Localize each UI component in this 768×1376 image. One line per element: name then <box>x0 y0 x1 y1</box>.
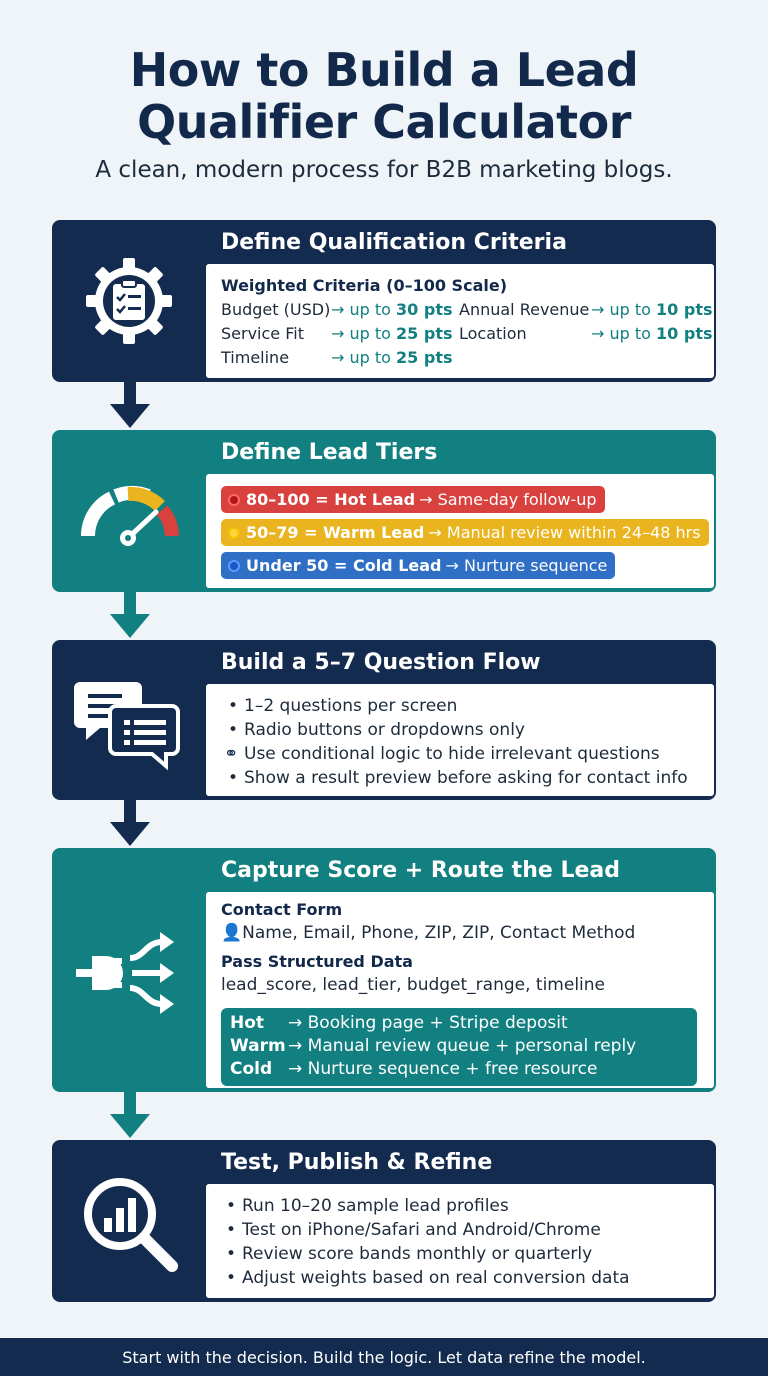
criterion-budget: Budget (USD) → up to 30 pts <box>221 300 453 319</box>
page-title: How to Build a Lead Qualifier Calculator <box>129 43 639 149</box>
criterion-location: Location → up to 10 pts <box>459 324 713 343</box>
step-title: Define Qualification Criteria <box>221 230 567 255</box>
list-item: • Radio buttons or dropdowns only <box>228 720 525 740</box>
gauge-icon <box>74 458 184 568</box>
structured-data-fields: lead_score, lead_tier, budget_range, timeline <box>221 975 606 995</box>
step-title: Build a 5–7 Question Flow <box>221 650 541 675</box>
tier-hot: 80–100 = Hot Lead → Same-day follow-up <box>221 486 605 513</box>
down-arrow-icon <box>108 800 152 848</box>
down-arrow-icon <box>108 592 152 640</box>
step-title: Test, Publish & Refine <box>221 1150 493 1175</box>
list-item: • Test on iPhone/Safari and Android/Chrome <box>226 1220 601 1240</box>
plug-routing-icon <box>74 918 184 1028</box>
test-publish-panel <box>206 1184 714 1298</box>
routing-box <box>221 1008 697 1086</box>
question-flow-panel <box>206 684 714 796</box>
list-item: • Show a result preview before asking for contact info <box>228 768 688 788</box>
gear-checklist-icon <box>74 246 184 356</box>
step-card-question-flow <box>52 640 716 800</box>
step-card-test-publish <box>52 1140 716 1302</box>
footer-banner: Start with the decision. Build the logic. Let data refine the model. <box>0 1338 768 1376</box>
test-publish-list <box>226 1194 630 1290</box>
list-item: • Review score bands monthly or quarterly <box>226 1244 593 1264</box>
page-subtitle: A clean, modern process for B2B marketing blogs. <box>95 157 673 183</box>
chat-bubbles-icon <box>74 666 184 776</box>
yellow-dot-icon <box>228 527 240 539</box>
list-item: • 1–2 questions per screen <box>228 696 458 716</box>
route-hot: Hot → Booking page + Stripe deposit <box>230 1013 568 1033</box>
red-dot-icon <box>228 494 240 506</box>
criteria-heading: Weighted Criteria (0–100 Scale) <box>221 276 508 295</box>
tier-warm: 50–79 = Warm Lead → Manual review within 24–48 hrs <box>221 519 709 546</box>
criterion-annual-revenue: Annual Revenue → up to 10 pts <box>459 300 713 319</box>
tier-cold: Under 50 = Cold Lead → Nurture sequence <box>221 552 615 579</box>
capture-panel <box>206 892 714 1088</box>
criteria-panel <box>206 264 714 378</box>
step-title: Define Lead Tiers <box>221 440 438 465</box>
question-flow-list <box>224 694 688 790</box>
criterion-timeline: Timeline → up to 25 pts <box>221 348 453 367</box>
tiers-panel <box>206 474 714 588</box>
structured-data-heading: Pass Structured Data <box>221 952 413 971</box>
criterion-service-fit: Service Fit → up to 25 pts <box>221 324 453 343</box>
branch-icon: ⚭ <box>224 744 239 764</box>
list-item: • Run 10–20 sample lead profiles <box>226 1196 509 1216</box>
list-item: • Adjust weights based on real conversion data <box>226 1268 630 1288</box>
step-card-tiers <box>52 430 716 592</box>
person-icon: 👤 <box>221 923 243 943</box>
contact-fields: 👤Name, Email, Phone, ZIP, ZIP, Contact Method <box>221 923 636 943</box>
magnifier-chart-icon <box>74 1168 184 1278</box>
down-arrow-icon <box>108 1092 152 1140</box>
route-cold: Cold → Nurture sequence + free resource <box>230 1059 598 1079</box>
blue-dot-icon <box>228 560 240 572</box>
route-warm: Warm → Manual review queue + personal reply <box>230 1036 637 1056</box>
step-card-capture-route <box>52 848 716 1092</box>
contact-form-heading: Contact Form <box>221 900 343 919</box>
step-card-criteria <box>52 220 716 382</box>
down-arrow-icon <box>108 382 152 430</box>
list-item: ⚭ Use conditional logic to hide irrelevant questions <box>224 744 660 764</box>
step-title: Capture Score + Route the Lead <box>221 858 620 883</box>
